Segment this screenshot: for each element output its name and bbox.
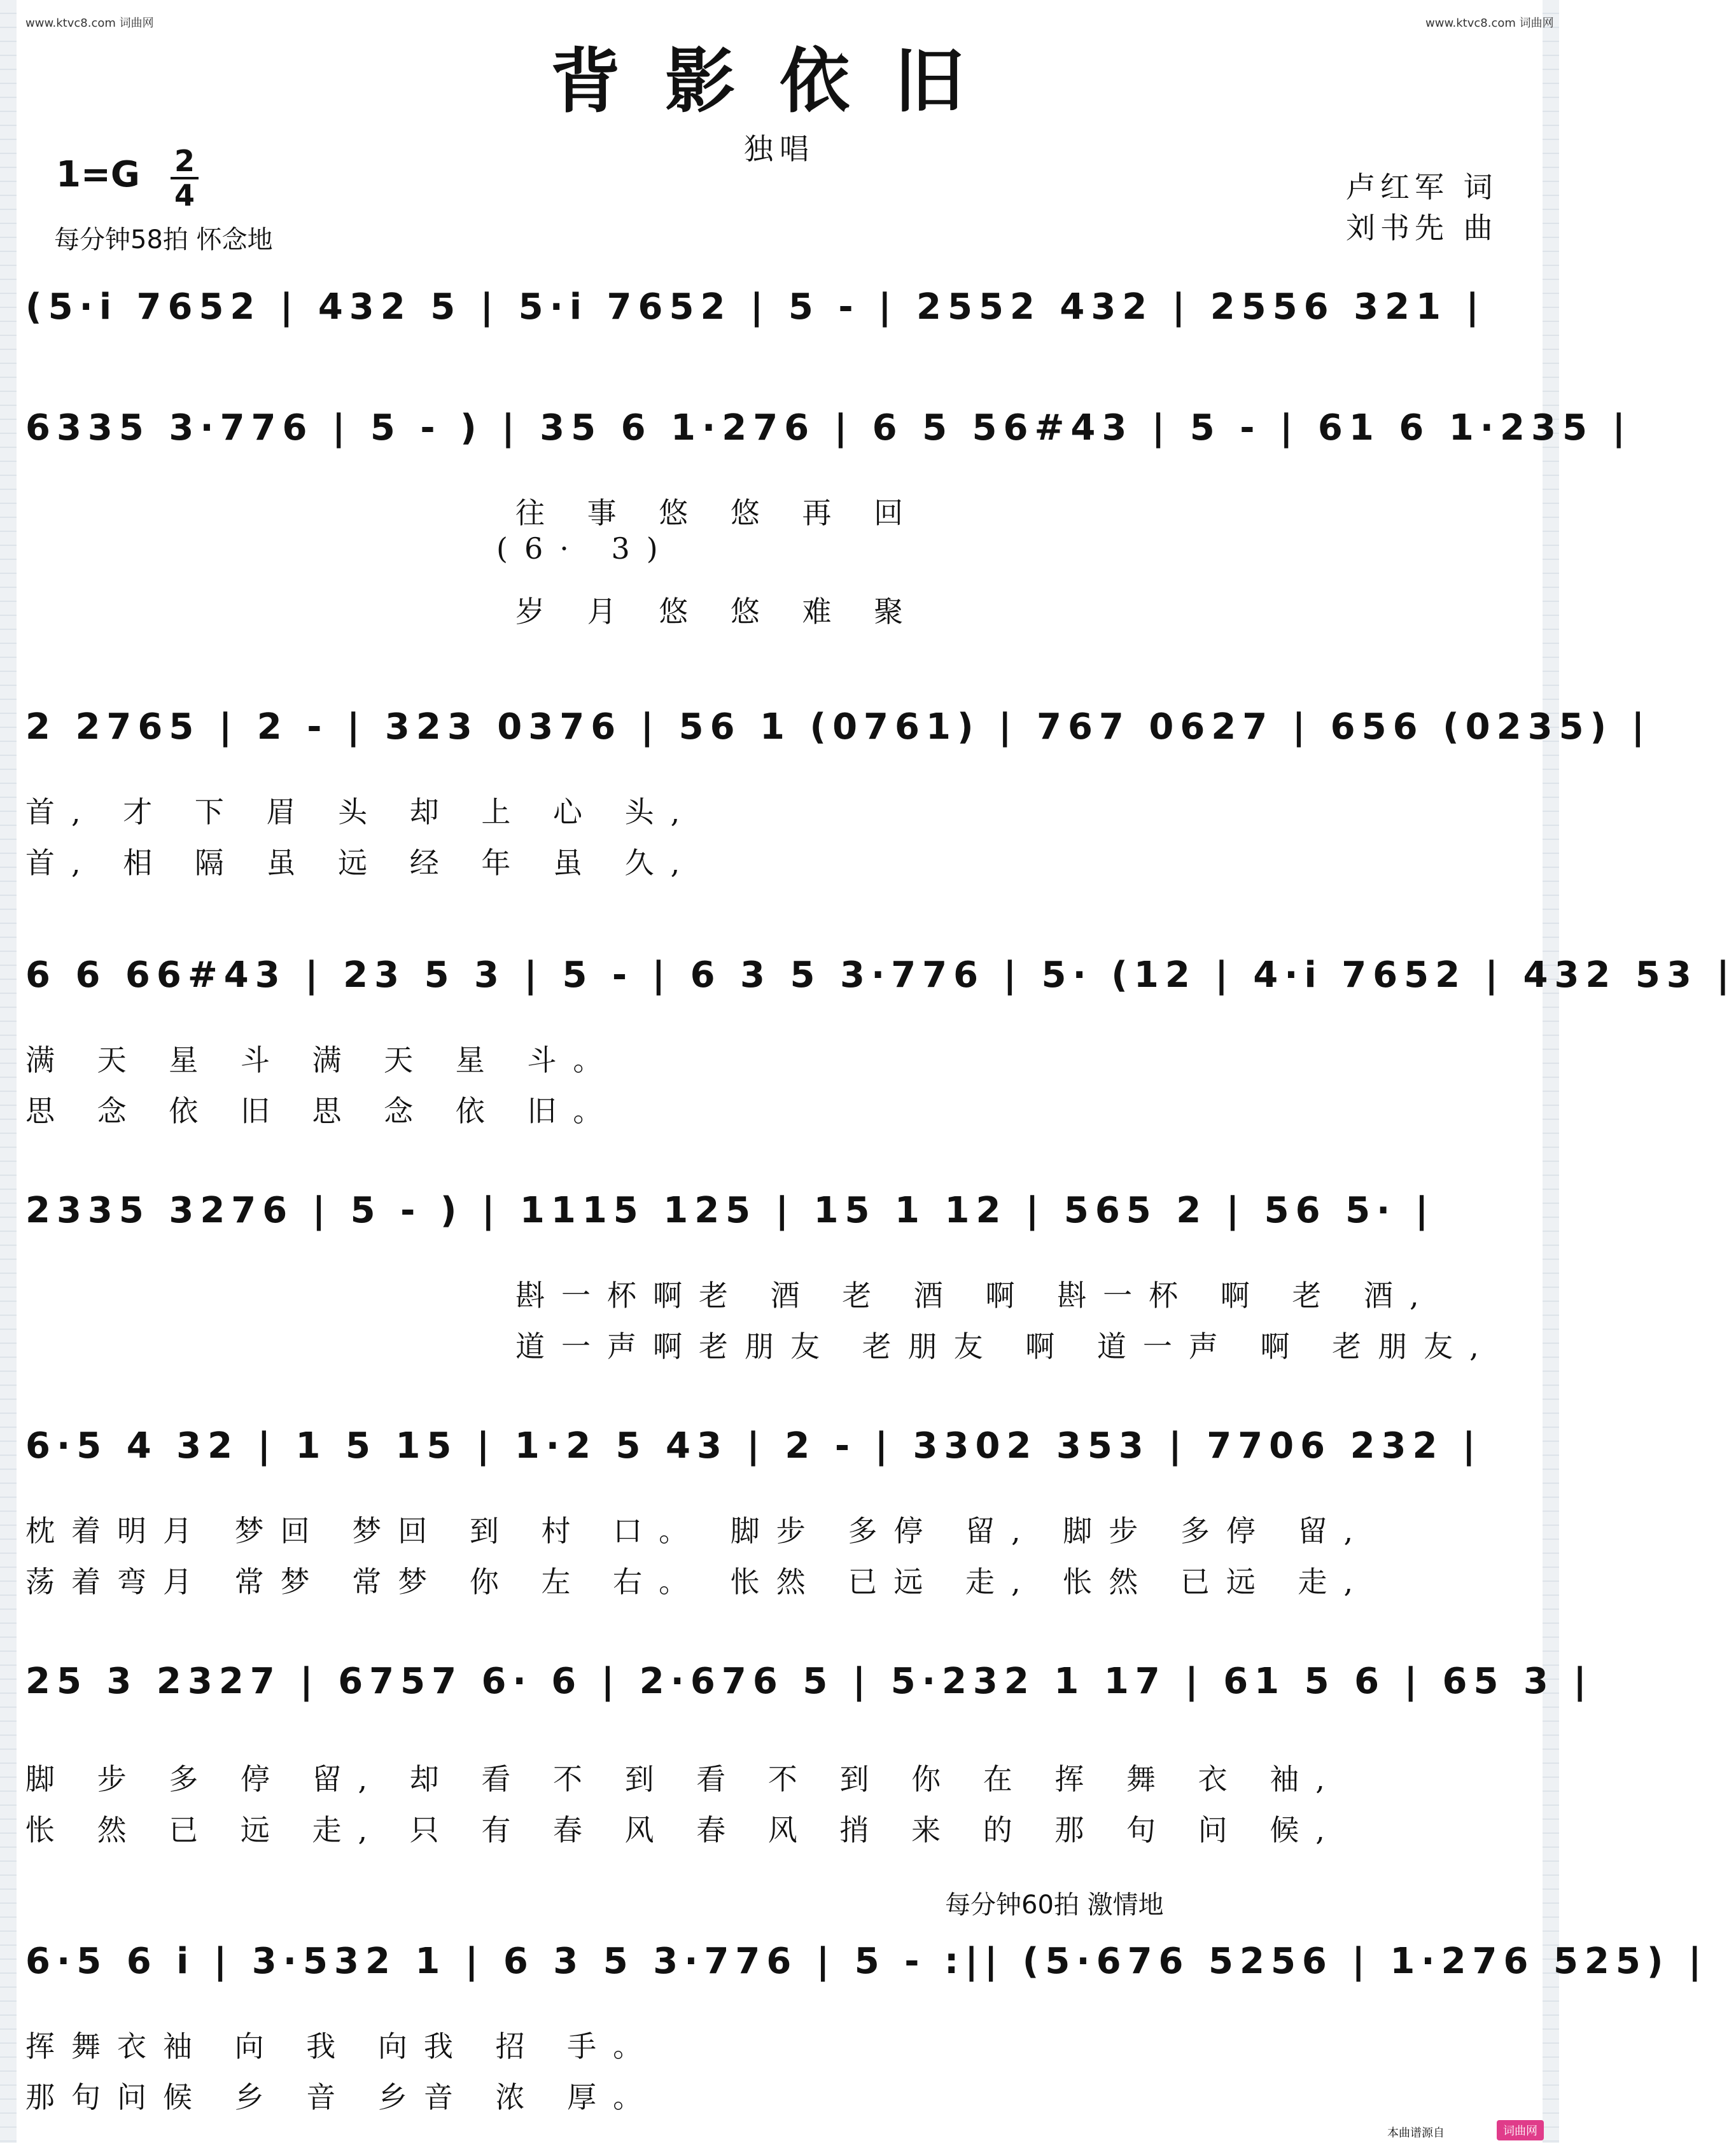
- lyric-verse-1: 往 事 悠 悠 再 回: [515, 496, 920, 530]
- lyric-verse-2: 首, 相 隔 虽 远 经 年 虽 久,: [25, 846, 697, 880]
- notation-line: 2335 3276 | 5 - ) | 1115 125 | 15 1 12 | 565 2 | 56 5· |: [25, 1190, 1435, 1231]
- score-system-2: [25, 407, 1632, 649]
- notation-line: 2 2765 | 2 - | 323 0376 | 56 1 (0761) | 767 0627 | 656 (0235) |: [25, 706, 1651, 748]
- composer-credit: 刘书先 曲: [1346, 211, 1498, 245]
- key-signature: 1=G: [56, 154, 140, 195]
- site-logo-badge: 词曲网: [1497, 2120, 1544, 2140]
- notation-line: (5·i 7652 | 432 5 | 5·i 7652 | 5 - | 2552 432 | 2556 321 |: [25, 286, 1485, 328]
- watermark-left: www.ktvc8.com 词曲网: [25, 17, 154, 30]
- score-subtitle: 独唱: [744, 132, 815, 166]
- score-system-1: [25, 286, 1540, 375]
- lyric-alt-notes: (6· 3): [496, 531, 675, 566]
- lyric-verse-1: 枕着明月 梦回 梦回 到 村 口。 脚步 多停 留, 脚步 多停 留,: [25, 1514, 1370, 1548]
- time-signature: [171, 145, 199, 211]
- tempo-marking: 每分钟58拍 怀念地: [54, 225, 273, 255]
- left-edge-strip: [0, 0, 17, 2143]
- score-system-5: [25, 1190, 1540, 1368]
- lyric-verse-2: 岁 月 悠 悠 难 聚: [515, 594, 920, 629]
- score-title: 背影依旧: [550, 40, 1009, 122]
- notation-line: 6·5 4 32 | 1 5 15 | 1·2 5 43 | 2 - | 3302 353 | 7706 232 |: [25, 1425, 1482, 1467]
- time-signature-bottom: 4: [174, 178, 195, 213]
- lyric-verse-2: 道一声啊老朋友 老朋友 啊 道一声 啊 老朋友,: [515, 1329, 1495, 1364]
- score-system-7: [25, 1661, 1593, 1852]
- lyric-verse-1: 脚 步 多 停 留, 却 看 不 到 看 不 到 你 在 挥 舞 衣 袖,: [25, 1762, 1341, 1796]
- notation-line: 6·5 6 i | 3·532 1 | 6 3 5 3·776 | 5 - :|| (5·676 5256 | 1·276 525) |: [25, 1941, 1708, 1982]
- score-system-8: [25, 1941, 1708, 2132]
- lyric-verse-2: 怅 然 已 远 走, 只 有 春 风 春 风 捎 来 的 那 句 问 候,: [25, 1813, 1341, 1847]
- right-edge-strip: [1543, 0, 1559, 2143]
- score-system-6: [25, 1425, 1540, 1603]
- lyric-verse-1: 满 天 星 斗 满 天 星 斗。: [25, 1043, 619, 1077]
- lyricist-credit: 卢红军 词: [1346, 170, 1498, 204]
- notation-line: 6335 3·776 | 5 - ) | 35 6 1·276 | 6 5 56#43 | 5 - | 61 6 1·235 |: [25, 407, 1632, 449]
- notation-line: 6 6 66#43 | 23 5 3 | 5 - | 6 3 5 3·776 | 5· (12 | 4·i 7652 | 432 53 |: [25, 954, 1736, 996]
- lyric-verse-1: 挥舞衣袖 向 我 向我 招 手。: [25, 2029, 659, 2063]
- notation-line: 25 3 2327 | 6757 6· 6 | 2·676 5 | 5·232 1 17 | 61 5 6 | 65 3 |: [25, 1661, 1593, 1702]
- watermark-right: www.ktvc8.com 词曲网: [1425, 17, 1554, 30]
- lyric-verse-2: 荡着弯月 常梦 常梦 你 左 右。 怅然 已远 走, 怅然 已远 走,: [25, 1565, 1370, 1599]
- tempo-change-marking: 每分钟60拍 激情地: [945, 1890, 1164, 1920]
- time-signature-top: 2: [171, 145, 199, 179]
- lyric-verse-2: 思 念 依 旧 思 念 依 旧。: [25, 1094, 619, 1128]
- lyric-verse-2: 那句问候 乡 音 乡音 浓 厚。: [25, 2080, 659, 2114]
- source-label: 本曲谱源自: [1387, 2126, 1445, 2140]
- lyric-verse-1: 首, 才 下 眉 头 却 上 心 头,: [25, 795, 697, 829]
- lyric-verse-1: 斟一杯啊老 酒 老 酒 啊 斟一杯 啊 老 酒,: [515, 1278, 1436, 1313]
- score-system-4: [25, 954, 1736, 1133]
- score-system-3: [25, 706, 1651, 884]
